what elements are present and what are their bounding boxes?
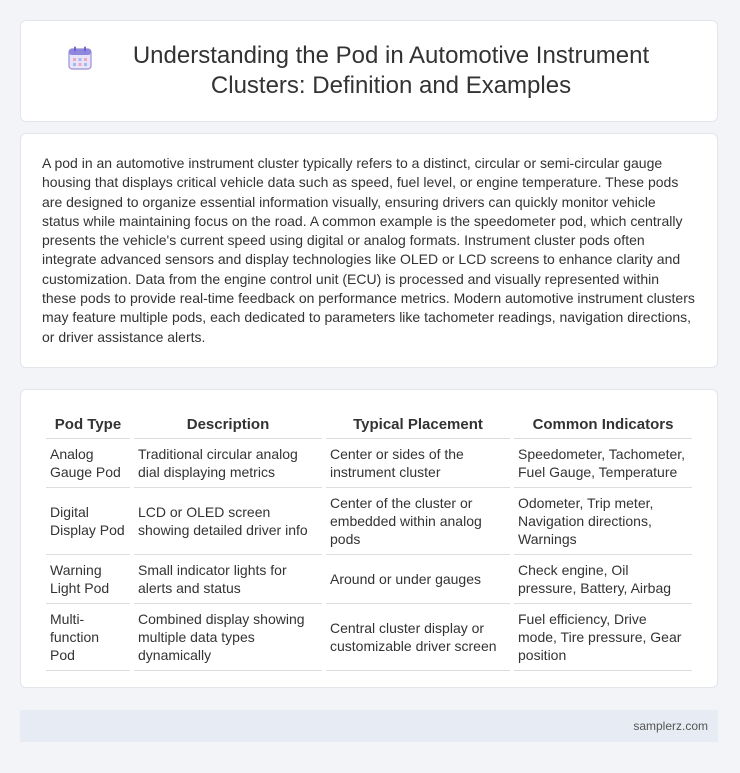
- footer-site-link[interactable]: samplerz.com: [633, 719, 708, 733]
- pod-type-cell: Digital Display Pod: [46, 490, 130, 555]
- pod-type-cell: Analog Gauge Pod: [46, 441, 130, 488]
- pod-types-table: [42, 412, 696, 673]
- indicators-cell: Check engine, Oil pressure, Battery, Airbag: [514, 557, 692, 604]
- table-row: [46, 606, 692, 671]
- indicators-cell: Speedometer, Tachometer, Fuel Gauge, Temperature: [514, 441, 692, 488]
- placement-cell: Central cluster display or customizable driver screen: [326, 606, 510, 671]
- title-card: [20, 20, 718, 122]
- table-row: [46, 441, 692, 488]
- pod-type-cell: Warning Light Pod: [46, 557, 130, 604]
- intro-paragraph: A pod in an automotive instrument cluster typically refers to a distinct, circular or semi-circular gauge housing that displays critical vehicle data such as speed, fuel level, or engine temperature. These pods are designed to organize essential information visually, ensuring drivers can quickly monitor vehicle status while maintaining focus on the road. A common example is the speedometer pod, which centrally presents the vehicle's current speed using digital or analog formats. Instrument cluster pods often integrate advanced sensors and display technologies like OLED or LCD screens to enhance clarity and customization. Data from the engine control unit (ECU) is processed and visually represented within these pods to provide real-time feedback on performance metrics. Modern automotive instrument clusters may feature multiple pods, each dedicated to parameters like tachometer readings, navigation directions, or driver assistance alerts.: [42, 155, 695, 345]
- indicators-cell: Fuel efficiency, Drive mode, Tire pressure, Gear position: [514, 606, 692, 671]
- title-wrap: [21, 41, 717, 101]
- description-cell: Combined display showing multiple data types dynamically: [134, 606, 322, 671]
- table-row: [46, 490, 692, 555]
- table-row: [46, 557, 692, 604]
- calendar-icon: [67, 45, 93, 71]
- placement-cell: Center or sides of the instrument cluster: [326, 441, 510, 488]
- description-cell: LCD or OLED screen showing detailed driver info: [134, 490, 322, 555]
- indicators-cell: Odometer, Trip meter, Navigation directions, Warnings: [514, 490, 692, 555]
- page-title: Understanding the Pod in Automotive Instrument Clusters: Definition and Examples: [132, 42, 650, 99]
- table-card: [20, 389, 718, 688]
- placement-cell: Center of the cluster or embedded within analog pods: [326, 490, 510, 555]
- placement-cell: Around or under gauges: [326, 557, 510, 604]
- table-header-row: [46, 414, 692, 439]
- intro-card: [20, 133, 718, 368]
- column-header-common-indicators: Common Indicators: [514, 414, 692, 439]
- description-cell: Traditional circular analog dial displaying metrics: [134, 441, 322, 488]
- column-header-description: Description: [134, 414, 322, 439]
- column-header-pod-type: Pod Type: [46, 414, 130, 439]
- column-header-typical-placement: Typical Placement: [326, 414, 510, 439]
- footer-bar: [20, 710, 718, 742]
- pod-type-cell: Multi-function Pod: [46, 606, 130, 671]
- description-cell: Small indicator lights for alerts and status: [134, 557, 322, 604]
